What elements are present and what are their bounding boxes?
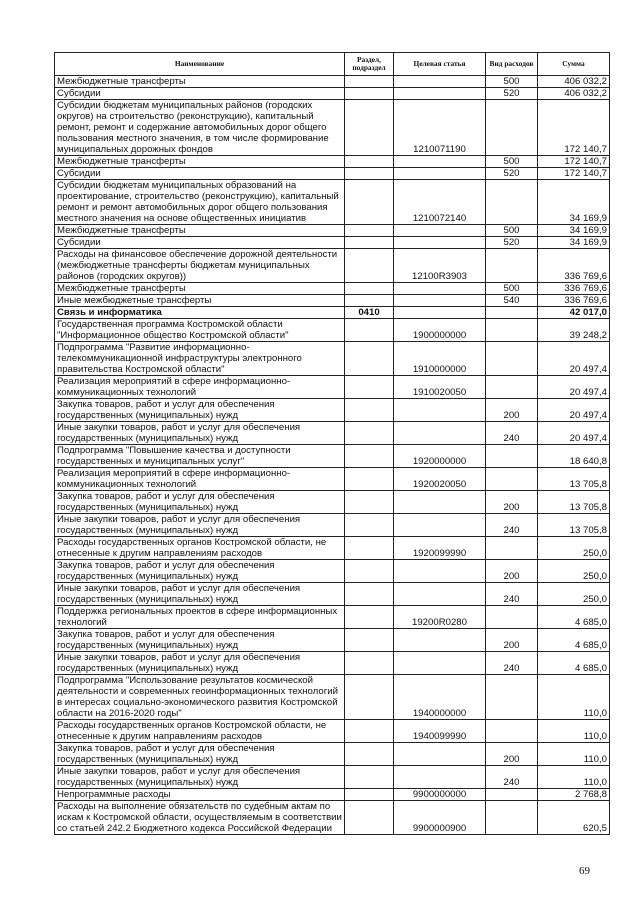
cell-type (486, 801, 538, 835)
cell-sum: 4 685,0 (538, 606, 610, 629)
table-row (55, 225, 610, 237)
cell-sum: 110,0 (538, 720, 610, 743)
cell-target (394, 156, 486, 168)
cell-target: 1910000000 (394, 342, 486, 376)
cell-type: 240 (486, 583, 538, 606)
cell-section (345, 652, 394, 675)
table-row (55, 180, 610, 225)
cell-target (394, 225, 486, 237)
cell-type: 520 (486, 237, 538, 249)
cell-name: Межбюджетные трансферты (55, 76, 345, 88)
table-row (55, 283, 610, 295)
cell-target: 1940099990 (394, 720, 486, 743)
cell-type: 200 (486, 629, 538, 652)
cell-name: Субсидии (55, 168, 345, 180)
table-row (55, 342, 610, 376)
table-row (55, 606, 610, 629)
table-row (55, 249, 610, 283)
table-row (55, 237, 610, 249)
cell-name: Непрограммные расходы (55, 789, 345, 801)
cell-section (345, 295, 394, 307)
cell-sum: 13 705,8 (538, 468, 610, 491)
cell-type (486, 537, 538, 560)
budget-document (54, 52, 609, 835)
cell-type (486, 307, 538, 319)
cell-target (394, 399, 486, 422)
cell-target (394, 307, 486, 319)
cell-target (394, 422, 486, 445)
cell-type: 240 (486, 652, 538, 675)
cell-type (486, 720, 538, 743)
cell-section (345, 180, 394, 225)
table-row (55, 491, 610, 514)
cell-name: Межбюджетные трансферты (55, 283, 345, 295)
cell-section (345, 675, 394, 720)
page-number: 69 (579, 865, 590, 877)
cell-name: Подпрограмма "Использование результатов космической деятельности и современных геоинформационных технологий в интересах социально-экономического развития Костромской области на 2016-2020 годы" (55, 675, 345, 720)
cell-section (345, 583, 394, 606)
table-row (55, 376, 610, 399)
cell-name: Реализация мероприятий в сфере информационно-коммуникационных технологий (55, 468, 345, 491)
cell-name: Расходы на финансовое обеспечение дорожной деятельности (межбюджетные трансферты бюджетам муниципальных районов (городских округов)) (55, 249, 345, 283)
cell-sum: 110,0 (538, 766, 610, 789)
cell-section (345, 100, 394, 156)
cell-section (345, 766, 394, 789)
cell-sum: 20 497,4 (538, 376, 610, 399)
cell-sum: 4 685,0 (538, 629, 610, 652)
cell-name: Иные закупки товаров, работ и услуг для обеспечения государственных (муниципальных) нужд (55, 514, 345, 537)
table-row (55, 100, 610, 156)
table-row (55, 445, 610, 468)
cell-type: 500 (486, 156, 538, 168)
cell-sum: 20 497,4 (538, 422, 610, 445)
cell-sum: 4 685,0 (538, 652, 610, 675)
cell-type (486, 319, 538, 342)
table-header-row (55, 53, 610, 76)
header-target: Целевая статья (394, 53, 486, 76)
cell-sum: 18 640,8 (538, 445, 610, 468)
cell-section (345, 789, 394, 801)
cell-sum: 42 017,0 (538, 307, 610, 319)
cell-section (345, 743, 394, 766)
cell-type: 540 (486, 295, 538, 307)
cell-sum: 34 169,9 (538, 225, 610, 237)
cell-name: Закупка товаров, работ и услуг для обеспечения государственных (муниципальных) нужд (55, 399, 345, 422)
cell-target: 12100R3903 (394, 249, 486, 283)
table-row (55, 307, 610, 319)
cell-target: 9900000900 (394, 801, 486, 835)
cell-section (345, 237, 394, 249)
cell-name: Иные закупки товаров, работ и услуг для обеспечения государственных (муниципальных) нужд (55, 583, 345, 606)
cell-name: Закупка товаров, работ и услуг для обеспечения государственных (муниципальных) нужд (55, 629, 345, 652)
cell-section (345, 560, 394, 583)
cell-name: Субсидии (55, 88, 345, 100)
cell-sum: 110,0 (538, 743, 610, 766)
cell-type: 500 (486, 283, 538, 295)
cell-target: 1920020050 (394, 468, 486, 491)
cell-section (345, 376, 394, 399)
table-row (55, 295, 610, 307)
cell-section (345, 283, 394, 295)
cell-type (486, 468, 538, 491)
cell-name: Закупка товаров, работ и услуг для обеспечения государственных (муниципальных) нужд (55, 743, 345, 766)
cell-type: 200 (486, 560, 538, 583)
cell-sum: 250,0 (538, 537, 610, 560)
cell-type: 240 (486, 422, 538, 445)
table-row (55, 537, 610, 560)
cell-type: 500 (486, 76, 538, 88)
table-row (55, 156, 610, 168)
cell-name: Иные закупки товаров, работ и услуг для обеспечения государственных (муниципальных) нужд (55, 422, 345, 445)
cell-name: Расходы государственных органов Костромской области, не отнесенные к другим направлениям расходов (55, 537, 345, 560)
cell-section (345, 537, 394, 560)
table-row (55, 88, 610, 100)
cell-type (486, 675, 538, 720)
cell-target (394, 237, 486, 249)
cell-sum: 406 032,2 (538, 88, 610, 100)
cell-target: 1920000000 (394, 445, 486, 468)
cell-target (394, 743, 486, 766)
cell-sum: 620,5 (538, 801, 610, 835)
cell-section (345, 629, 394, 652)
cell-sum: 336 769,6 (538, 295, 610, 307)
cell-type: 200 (486, 491, 538, 514)
cell-target (394, 491, 486, 514)
cell-target: 1210071190 (394, 100, 486, 156)
table-row (55, 422, 610, 445)
cell-type (486, 445, 538, 468)
header-name: Наименование (55, 53, 345, 76)
cell-type: 520 (486, 168, 538, 180)
table-row (55, 720, 610, 743)
cell-section (345, 422, 394, 445)
budget-table (54, 52, 610, 835)
cell-name: Межбюджетные трансферты (55, 156, 345, 168)
cell-name: Межбюджетные трансферты (55, 225, 345, 237)
cell-type (486, 249, 538, 283)
cell-sum: 172 140,7 (538, 156, 610, 168)
cell-name: Реализация мероприятий в сфере информационно-коммуникационных технологий (55, 376, 345, 399)
cell-name: Расходы государственных органов Костромской области, не отнесенные к другим направлениям расходов (55, 720, 345, 743)
cell-name: Государственная программа Костромской области "Информационное общество Костромской области" (55, 319, 345, 342)
cell-section (345, 168, 394, 180)
cell-sum: 2 768,8 (538, 789, 610, 801)
table-row (55, 583, 610, 606)
table-row (55, 468, 610, 491)
table-row (55, 560, 610, 583)
cell-section (345, 249, 394, 283)
table-row (55, 801, 610, 835)
cell-type (486, 606, 538, 629)
cell-section (345, 76, 394, 88)
cell-name: Подпрограмма "Повышение качества и доступности государственных и муниципальных услуг" (55, 445, 345, 468)
table-row (55, 399, 610, 422)
table-row (55, 629, 610, 652)
cell-sum: 39 248,2 (538, 319, 610, 342)
header-sum: Сумма (538, 53, 610, 76)
cell-target (394, 514, 486, 537)
table-body (55, 76, 610, 835)
cell-name: Иные закупки товаров, работ и услуг для обеспечения государственных (муниципальных) нужд (55, 652, 345, 675)
cell-type (486, 180, 538, 225)
table-row (55, 319, 610, 342)
table-row (55, 675, 610, 720)
cell-type: 240 (486, 766, 538, 789)
cell-section (345, 225, 394, 237)
cell-target (394, 629, 486, 652)
cell-section: 0410 (345, 307, 394, 319)
cell-target: 1920099990 (394, 537, 486, 560)
cell-type (486, 376, 538, 399)
cell-sum: 34 169,9 (538, 237, 610, 249)
cell-name: Субсидии (55, 237, 345, 249)
cell-sum: 250,0 (538, 560, 610, 583)
cell-name: Расходы на выполнение обязательств по судебным актам по искам к Костромской области, осуществляемым в соответствии со статьей 242.2 Бюджетного кодекса Российской Федерации (55, 801, 345, 835)
cell-type: 200 (486, 399, 538, 422)
cell-target (394, 283, 486, 295)
cell-type (486, 789, 538, 801)
table-row (55, 652, 610, 675)
cell-sum: 250,0 (538, 583, 610, 606)
cell-type: 500 (486, 225, 538, 237)
cell-target: 19200R0280 (394, 606, 486, 629)
cell-sum: 336 769,6 (538, 249, 610, 283)
table-row (55, 76, 610, 88)
cell-name: Связь и информатика (55, 307, 345, 319)
cell-section (345, 801, 394, 835)
table-row (55, 789, 610, 801)
cell-sum: 20 497,4 (538, 342, 610, 376)
cell-section (345, 156, 394, 168)
table-row (55, 514, 610, 537)
cell-sum: 406 032,2 (538, 76, 610, 88)
cell-name: Закупка товаров, работ и услуг для обеспечения государственных (муниципальных) нужд (55, 560, 345, 583)
table-row (55, 168, 610, 180)
cell-section (345, 606, 394, 629)
cell-type (486, 342, 538, 376)
cell-type: 520 (486, 88, 538, 100)
cell-section (345, 88, 394, 100)
cell-section (345, 514, 394, 537)
cell-target (394, 560, 486, 583)
cell-target (394, 88, 486, 100)
cell-name: Субсидии бюджетам муниципальных образований на проектирование, строительство (реконструкцию), капитальный ремонт и ремонт автомобильных дорог общего пользования местного значения на основе общественных инициатив (55, 180, 345, 225)
header-section: Раздел, подраздел (345, 53, 394, 76)
cell-type: 200 (486, 743, 538, 766)
cell-target (394, 76, 486, 88)
cell-section (345, 468, 394, 491)
header-type: Вид расходов (486, 53, 538, 76)
cell-sum: 110,0 (538, 675, 610, 720)
cell-name: Иные межбюджетные трансферты (55, 295, 345, 307)
cell-target: 1910020050 (394, 376, 486, 399)
cell-name: Субсидии бюджетам муниципальных районов (городских округов) на строительство (реконструкцию), капитальный ремонт, ремонт и содержание автомобильных дорог общего пользования местного значения, в том числе формирование муниципальных дорожных фондов (55, 100, 345, 156)
cell-sum: 34 169,9 (538, 180, 610, 225)
cell-name: Подпрограмма "Развитие информационно-телекоммуникационной инфраструктуры электронного правительства Костромской области" (55, 342, 345, 376)
cell-target (394, 168, 486, 180)
cell-target (394, 766, 486, 789)
cell-section (345, 319, 394, 342)
cell-section (345, 491, 394, 514)
cell-sum: 13 705,8 (538, 514, 610, 537)
cell-sum: 13 705,8 (538, 491, 610, 514)
cell-target (394, 295, 486, 307)
cell-name: Закупка товаров, работ и услуг для обеспечения государственных (муниципальных) нужд (55, 491, 345, 514)
table-row (55, 743, 610, 766)
cell-name: Иные закупки товаров, работ и услуг для обеспечения государственных (муниципальных) нужд (55, 766, 345, 789)
cell-target (394, 652, 486, 675)
cell-target: 9900000000 (394, 789, 486, 801)
cell-sum: 336 769,6 (538, 283, 610, 295)
cell-section (345, 445, 394, 468)
cell-target (394, 583, 486, 606)
cell-target: 1940000000 (394, 675, 486, 720)
cell-type (486, 100, 538, 156)
cell-section (345, 720, 394, 743)
cell-target: 1900000000 (394, 319, 486, 342)
cell-target: 1210072140 (394, 180, 486, 225)
cell-sum: 172 140,7 (538, 100, 610, 156)
cell-name: Поддержка региональных проектов в сфере информационных технологий (55, 606, 345, 629)
cell-section (345, 399, 394, 422)
cell-sum: 172 140,7 (538, 168, 610, 180)
cell-sum: 20 497,4 (538, 399, 610, 422)
cell-type: 240 (486, 514, 538, 537)
cell-section (345, 342, 394, 376)
table-row (55, 766, 610, 789)
